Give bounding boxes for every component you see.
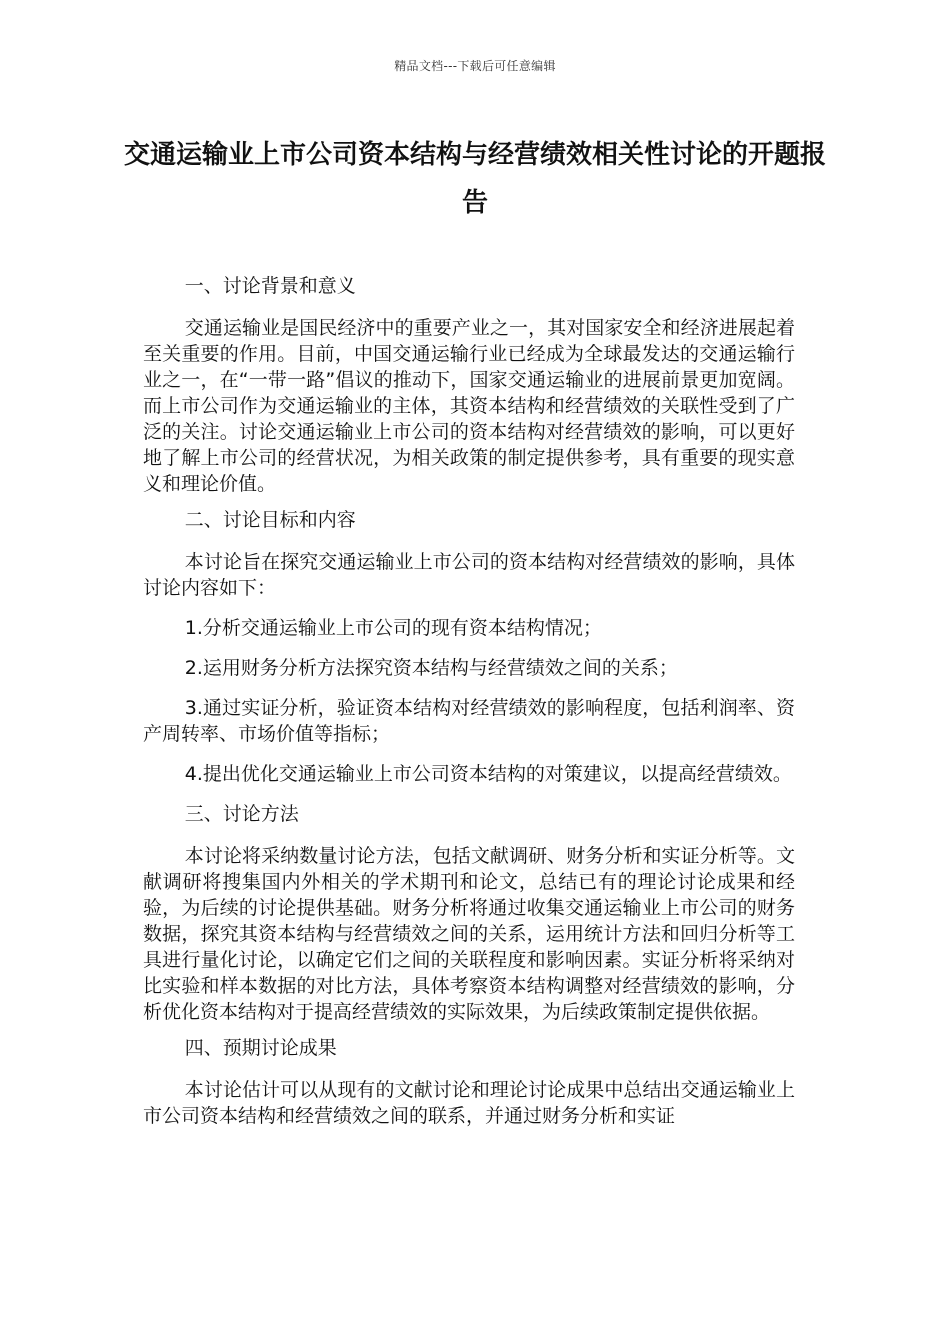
paragraph: 交通运输业是国民经济中的重要产业之一，其对国家安全和经济进展起着至关重要的作用。目前，中国交通运输行业已经成为全球最发达的交通运输行业之一，在“一带一路”倡议的推动下，国家交通运输业的进展前景更加宽阔。而上市公司作为交通运输业的主体，其资本结构和经营绩效的关联性受到了广泛的关注。讨论交通运输业上市公司的资本结构对经营绩效的影响，可以更好地了解上市公司的经营状况，为相关政策的制定提供参考，具有重要的现实意义和理论价值。 xyxy=(143,317,795,495)
list-item: 3.通过实证分析，验证资本结构对经营绩效的影响程度，包括利润率、资产周转率、市场价值等指标； xyxy=(143,697,795,745)
list-item: 2.运用财务分析方法探究资本结构与经营绩效之间的关系； xyxy=(184,657,678,679)
paragraph: 本讨论旨在探究交通运输业上市公司的资本结构对经营绩效的影响，具体讨论内容如下： xyxy=(143,551,795,599)
section-heading: 一、讨论背景和意义 xyxy=(184,275,356,297)
paragraph: 本讨论将采纳数量讨论方法，包括文献调研、财务分析和实证分析等。文献调研将搜集国内外相关的学术期刊和论文，总结已有的理论讨论成果和经验，为后续的讨论提供基础。财务分析将通过收集交通运输业上市公司的财务数据，探究其资本结构与经营绩效之间的关系，运用统计方法和回归分析等工具进行量化讨论，以确定它们之间的关联程度和影响因素。实证分析将采纳对比实验和样本数据的对比方法，具体考察资本结构调整对经营绩效的影响，分析优化资本结构对于提高经营绩效的实际效果，为后续政策制定提供依据。 xyxy=(143,845,795,1023)
section-heading: 四、预期讨论成果 xyxy=(184,1037,337,1059)
header-note: 精品文档---下载后可任意编辑 xyxy=(394,59,556,73)
section-heading: 三、讨论方法 xyxy=(184,803,299,825)
document-title: 交通运输业上市公司资本结构与经营绩效相关性讨论的开题报告 xyxy=(123,140,826,218)
document-body xyxy=(143,273,795,1139)
list-item: 1.分析交通运输业上市公司的现有资本结构情况； xyxy=(184,617,602,639)
section-heading: 二、讨论目标和内容 xyxy=(184,509,356,531)
list-item: 4.提出优化交通运输业上市公司资本结构的对策建议，以提高经营绩效。 xyxy=(184,763,792,785)
paragraph: 本讨论估计可以从现有的文献讨论和理论讨论成果中总结出交通运输业上市公司资本结构和经营绩效之间的联系，并通过财务分析和实证 xyxy=(143,1079,795,1127)
